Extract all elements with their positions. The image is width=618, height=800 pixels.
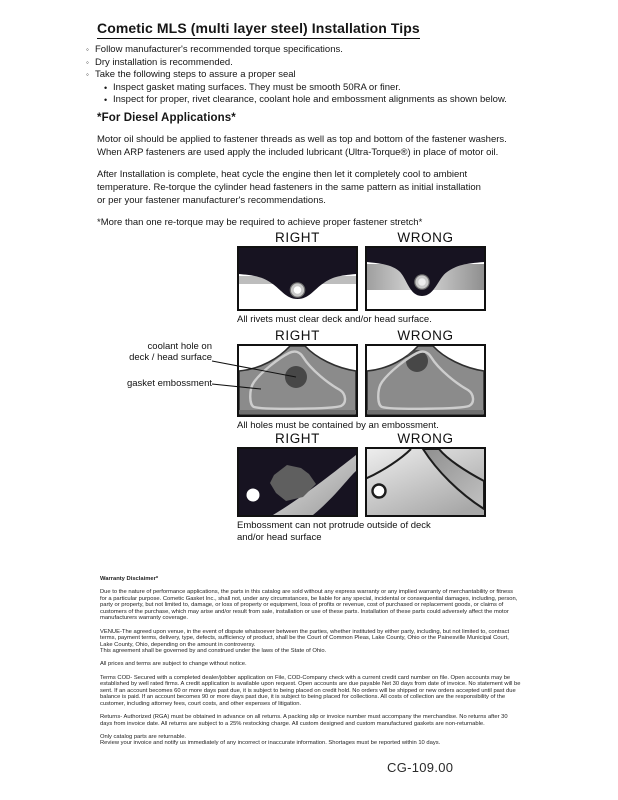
rivet-wrong-diagram bbox=[365, 246, 486, 311]
legal-paragraph: Review your invoice and notify us immediately of any incorrect or inaccurate information. Shortages must be reported within 10 days. bbox=[100, 740, 441, 747]
paragraph bbox=[97, 216, 557, 229]
legal-heading: Warranty Disclaimer* bbox=[100, 576, 159, 582]
paragraph bbox=[97, 133, 557, 159]
list-item bbox=[104, 94, 556, 107]
page-title: Cometic MLS (multi layer steel) Installation Tips bbox=[97, 20, 420, 39]
legal-paragraph: This agreement shall be governed by and construed under the laws of the State of Ohio. bbox=[100, 648, 327, 655]
installation-tips-list bbox=[86, 44, 556, 107]
diagram-panels bbox=[237, 246, 486, 311]
label-line: deck / head surface bbox=[129, 352, 212, 363]
bolt-hole bbox=[247, 489, 260, 502]
dot-bullet-icon: • bbox=[104, 95, 108, 105]
label-line: coolant hole on bbox=[147, 341, 212, 352]
list-item bbox=[86, 69, 556, 82]
list-item bbox=[104, 82, 556, 95]
diesel-applications-section bbox=[97, 112, 557, 229]
paragraph-line: Motor oil should be applied to fastener threads as well as top and bottom of the fastener washers. bbox=[97, 134, 507, 145]
list-item bbox=[86, 57, 556, 70]
right-label: RIGHT bbox=[275, 230, 320, 245]
right-label: RIGHT bbox=[275, 431, 320, 446]
diagram-panels bbox=[237, 447, 486, 517]
legal-paragraph: Due to the nature of performance applications, the parts in this catalog are sold without any express warranty or any implied warranty of merchantability or fitness for a particular purpose. Cometic Gasket Inc., shall not, under any circumstances, be liable for any special, incidental or consequential damages, including, person, party or property, but not limited to, damage, or loss of property or equipment, loss of profits or revenue, cost of purchased or replacement goods, or claims of customers of the purchase, which may arise and/or result from sale, installation or use of these parts. Installation of these parts could adversely affect the motor manufacturers warranty coverage. bbox=[100, 589, 518, 622]
warranty-disclaimer-section bbox=[100, 576, 521, 747]
wrong-label: WRONG bbox=[397, 230, 454, 245]
circle-bullet-icon: ◦ bbox=[86, 45, 89, 54]
caption-line: and/or head surface bbox=[237, 531, 322, 543]
wrong-label: WRONG bbox=[397, 328, 454, 343]
diagram-caption: All rivets must clear deck and/or head surface. bbox=[237, 314, 432, 325]
diagram-row-rivets bbox=[237, 231, 486, 326]
legal-paragraph: VENUE-The agreed upon venue, in the event of dispute whatsoever between the parties, whether instituted by either party, including, but not limited to, contract terms, payment terms, delivery, type, defects, sufficiency of product, shall be the Court of Common Pleas, Lake County, Ohio or the Painesville Municipal Court, Lake County, Ohio, depending on the amount in controversy. bbox=[100, 628, 510, 648]
rivet-right-diagram bbox=[237, 246, 358, 311]
embossment-right-diagram bbox=[237, 447, 358, 517]
legal-paragraph: Only catalog parts are returnable. bbox=[100, 733, 187, 740]
paragraph bbox=[97, 168, 557, 207]
circle-bullet-icon: ◦ bbox=[86, 70, 89, 79]
paragraph-line: *More than one re-torque may be required to achieve proper fastener stretch* bbox=[97, 217, 423, 228]
embossment-wrong-diagram bbox=[365, 447, 486, 517]
wrong-label: WRONG bbox=[397, 431, 454, 446]
bolt-hole bbox=[373, 485, 386, 498]
diagram-labels bbox=[237, 329, 486, 343]
diagram-caption: All holes must be contained by an embossment. bbox=[237, 420, 439, 431]
coolant-hole-label bbox=[110, 341, 212, 389]
list-item bbox=[86, 44, 556, 57]
list-item-text: Inspect gasket mating surfaces. They must be smooth 50RA or finer. bbox=[113, 81, 401, 93]
right-label: RIGHT bbox=[275, 328, 320, 343]
circle-bullet-icon: ◦ bbox=[86, 57, 89, 67]
hole-wrong-diagram bbox=[365, 344, 486, 417]
dot-bullet-icon: • bbox=[104, 82, 108, 93]
paragraph-line: After Installation is complete, heat cycle the engine then let it completely cool to ambient bbox=[97, 169, 468, 180]
page-code: CG-109.00 bbox=[387, 760, 454, 775]
paragraph-line: When ARP fasteners are used apply the included lubricant (Ultra-Torque®) in place of motor oil. bbox=[97, 147, 499, 158]
list-item-text: Dry installation is recommended. bbox=[95, 56, 233, 68]
list-item-text: Take the following steps to assure a proper seal bbox=[95, 69, 296, 80]
diagram-caption bbox=[237, 520, 486, 543]
caption-line: Embossment can not protrude outside of deck bbox=[237, 520, 431, 531]
diagram-row-embossment bbox=[237, 432, 486, 543]
diagram-labels bbox=[237, 432, 486, 446]
paragraph-line: temperature. Re-torque the cylinder head fasteners in the same pattern as initial installation bbox=[97, 182, 481, 193]
section-heading: *For Diesel Applications* bbox=[97, 112, 236, 124]
legal-paragraph: Terms COD- Secured with a completed dealer/jobber application on File, COD-Company check with a current credit card number on file. Open accounts may be established by well rated firms. A credit application is available upon request. Open accounts are due payable Net 30 days from date of invoice. No statement will be sent. If an account becomes 60 or more days past due, it is subject to being placed on credit hold. No orders will be shipped or new orders accepted until past due balance is paid. If an account becomes 90 or more days past due, it is subject to being placed for collections. All costs of collection are the responsibility of the customer, including attorney fees, court costs, and other expenses of litigation. bbox=[100, 674, 521, 707]
legal-paragraph: All prices and terms are subject to change without notice. bbox=[100, 661, 247, 668]
paragraph-line: or per your fastener manufacturer's recommendations. bbox=[97, 195, 326, 206]
diagram-labels bbox=[237, 231, 486, 245]
list-item-text: Follow manufacturer's recommended torque specifications. bbox=[95, 44, 343, 55]
gasket-embossment-label: gasket embossment bbox=[126, 378, 212, 389]
list-item-text: Inspect for proper, rivet clearance, coolant hole and embossment alignments as shown below. bbox=[113, 94, 507, 105]
leader-lines bbox=[205, 345, 305, 395]
legal-paragraph: Returns- Authorized (RGA) must be obtained in advance on all returns. A packing slip or invoice number must accompany the merchandise. No returns after 30 days from invoice date. All returns are subject to a 25% restocking charge. All custom designed and custom manufactured gaskets are non-returnable. bbox=[100, 714, 508, 727]
